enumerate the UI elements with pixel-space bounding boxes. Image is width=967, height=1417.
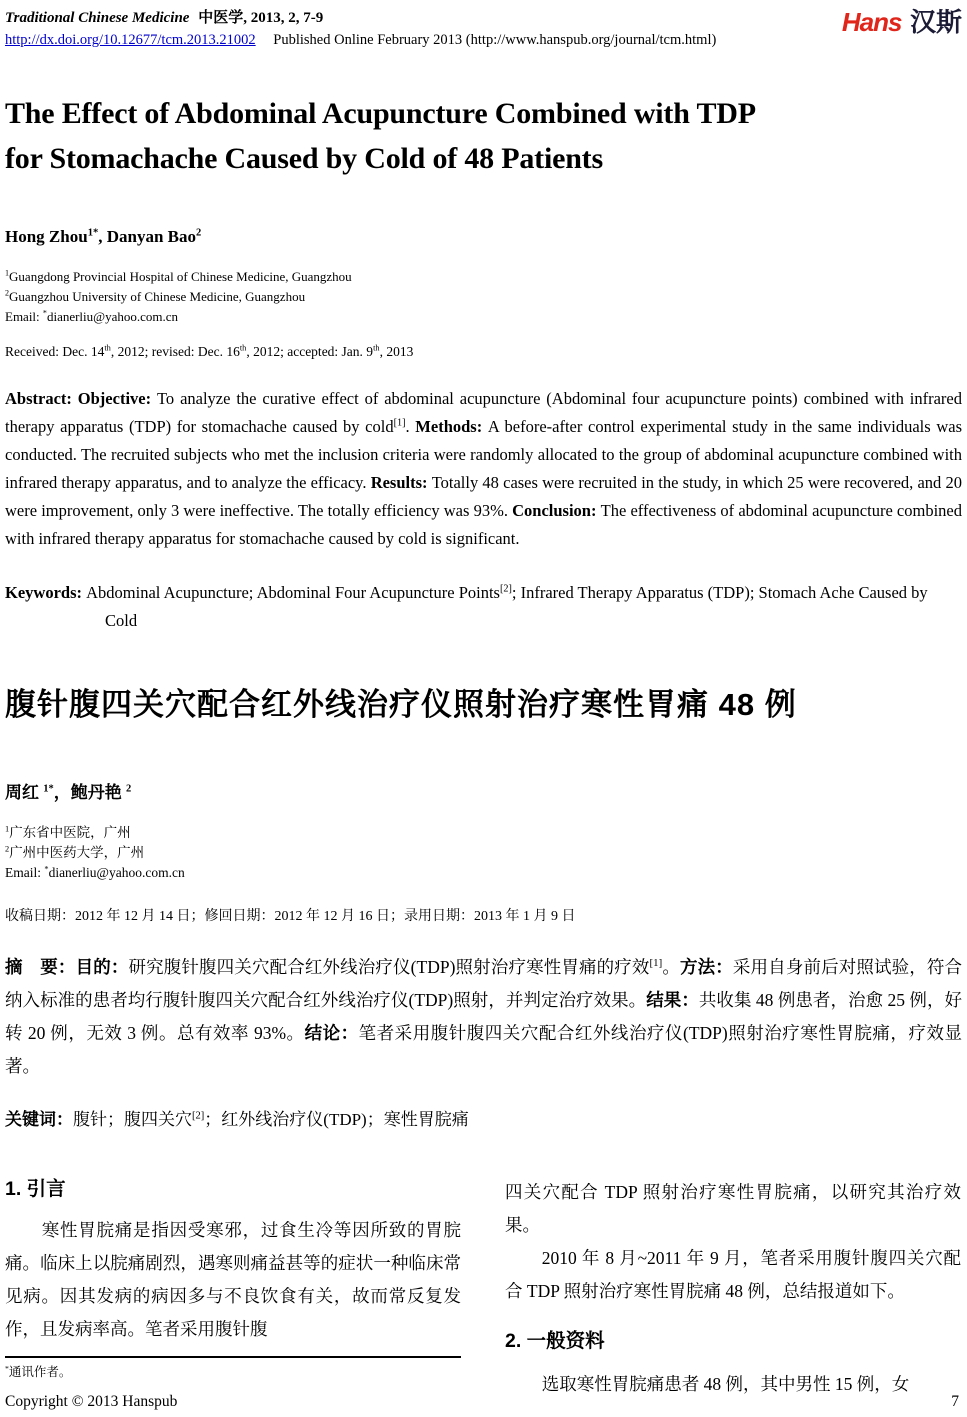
journal-name: Traditional Chinese Medicine: [5, 10, 190, 26]
section-2-heading: 2. 一般资料: [505, 1330, 605, 1352]
journal-title-line: [5, 7, 716, 29]
affiliations-en: [5, 267, 962, 327]
section-1-paragraph-2: 2010 年 8 月~2011 年 9 月，笔者采用腹针腹四关穴配合 TDP 照射治疗寒性胃脘痛 48 例，总结报道如下。: [505, 1248, 961, 1301]
page-footer: [5, 1393, 959, 1411]
corresponding-author-footnote: *通讯作者。: [5, 1363, 72, 1379]
email-line-cn: Email: *dianerliu@yahoo.com.cn: [5, 864, 185, 880]
hanspub-logo-cn: 汉斯: [909, 7, 962, 37]
affiliation-cn-1: $^1$广东省中医院，广州: [5, 824, 131, 840]
hanspub-logo: [842, 9, 962, 36]
section-1-paragraph: 寒性胃脘痛是指因受寒邪，过食生冷等因所致的胃脘痛。临床上以脘痛剧烈，遇寒则痛益甚等的症状一种临床常见病。因其发病的病因多与不良饮食有关，故而常反复发作，且发病率高。笔者采用腹针腹: [5, 1220, 461, 1339]
journal-issue-info: 中医学, 2013, 2, 7-9: [198, 10, 324, 26]
left-column: [5, 1176, 461, 1401]
journal-header: [5, 7, 962, 51]
keywords-en: Keywords: Abdominal Acupuncture; Abdominal Four Acupuncture Points[2]; Infrared Therapy Apparatus (TDP); Stomach Ache Caused by Cold: [5, 583, 928, 630]
affiliation-cn-2: $^2$广州中医药大学，广州: [5, 844, 145, 860]
received-dates-cn: 收稿日期：2012 年 12 月 14 日；修回日期：2012 年 12 月 16 日；录用日期：2013 年 1 月 9 日: [5, 909, 576, 924]
page-number: 7: [951, 1393, 959, 1410]
section-1-paragraph-continued: 四关穴配合 TDP 照射治疗寒性胃脘痛，以研究其治疗效果。: [505, 1182, 961, 1235]
journal-header-left: [5, 7, 716, 51]
section-2-paragraph: 选取寒性胃脘痛患者 48 例，其中男性 15 例，女: [541, 1374, 910, 1394]
abstract-en: Abstract: Objective: To analyze the curative effect of abdominal acupuncture (Abdominal four acupuncture points) combined with infrared therapy apparatus (TDP) for stomachache caused by cold[1]. Methods: A before-after control experimental study in the same individuals was conducted. The recruited subjects who met the inclusion criteria were randomly allocated to the group of abdominal acupuncture combined with infrared therapy apparatus, and to analyze the efficacy. Results: Totally 48 cases were recruited in the study, in which 25 were recovered, and 20 were improvement, only 3 were ineffective. The totally efficiency was 93%. Conclusion: The effectiveness of abdominal acupuncture combined with infrared therapy apparatus for stomachache caused by cold is significant.: [5, 389, 962, 548]
email-line-en: Email: *dianerliu@yahoo.com.cn: [5, 308, 179, 324]
affiliations-cn: [5, 823, 962, 883]
paper-title-en-line2: for Stomachache Caused by Cold of 48 Patients: [5, 142, 603, 175]
authors-en: Hong Zhou$^{1*}$, Danyan Bao$^2$: [5, 227, 202, 246]
published-online-text: Published Online February 2013 (http://www.hanspub.org/journal/tcm.html): [273, 32, 717, 48]
received-dates-en: Received: Dec. 14th, 2012; revised: Dec. 16th, 2012; accepted: Jan. 9th, 2013: [5, 343, 414, 359]
journal-doi-line: [5, 29, 716, 51]
affiliation-en-1: $^1$Guangdong Provincial Hospital of Chinese Medicine, Guangzhou: [5, 268, 352, 284]
doi-link[interactable]: http://dx.doi.org/10.12677/tcm.2013.21002: [5, 32, 256, 48]
copyright-text: Copyright © 2013 Hanspub: [5, 1393, 178, 1410]
affiliation-en-2: $^2$Guangzhou University of Chinese Medicine, Guangzhou: [5, 288, 306, 304]
keywords-cn: 关键词：腹针；腹四关穴[2]；红外线治疗仪(TDP)；寒性胃脘痛: [5, 1110, 469, 1129]
paper-title-en-line1: The Effect of Abdominal Acupuncture Combined with TDP: [5, 97, 756, 130]
hanspub-logo-hans: Hans: [841, 7, 902, 37]
paper-title-en: [5, 91, 962, 181]
paper-title-cn: 腹针腹四关穴配合红外线治疗仪照射治疗寒性胃痛 48 例: [5, 687, 797, 722]
right-column: [505, 1176, 961, 1401]
abstract-cn: 摘 要：目的：研究腹针腹四关穴配合红外线治疗仪(TDP)照射治疗寒性胃痛的疗效[1]。方法：采用自身前后对照试验，符合纳入标准的患者均行腹针腹四关穴配合红外线治疗仪(TDP)照射，并判定治疗效果。结果：共收集 48 例患者，治愈 25 例，好转 20 例，无效 3 例。总有效率 93%。结论：笔者采用腹针腹四关穴配合红外线治疗仪(TDP)照射治疗寒性胃脘痛，疗效显著。: [5, 957, 963, 1076]
section-1-heading: 1. 引言: [5, 1178, 66, 1200]
two-column-body: [5, 1176, 962, 1401]
authors-cn: 周红 $^{1*}$，鲍丹艳 $^2$: [5, 783, 132, 802]
